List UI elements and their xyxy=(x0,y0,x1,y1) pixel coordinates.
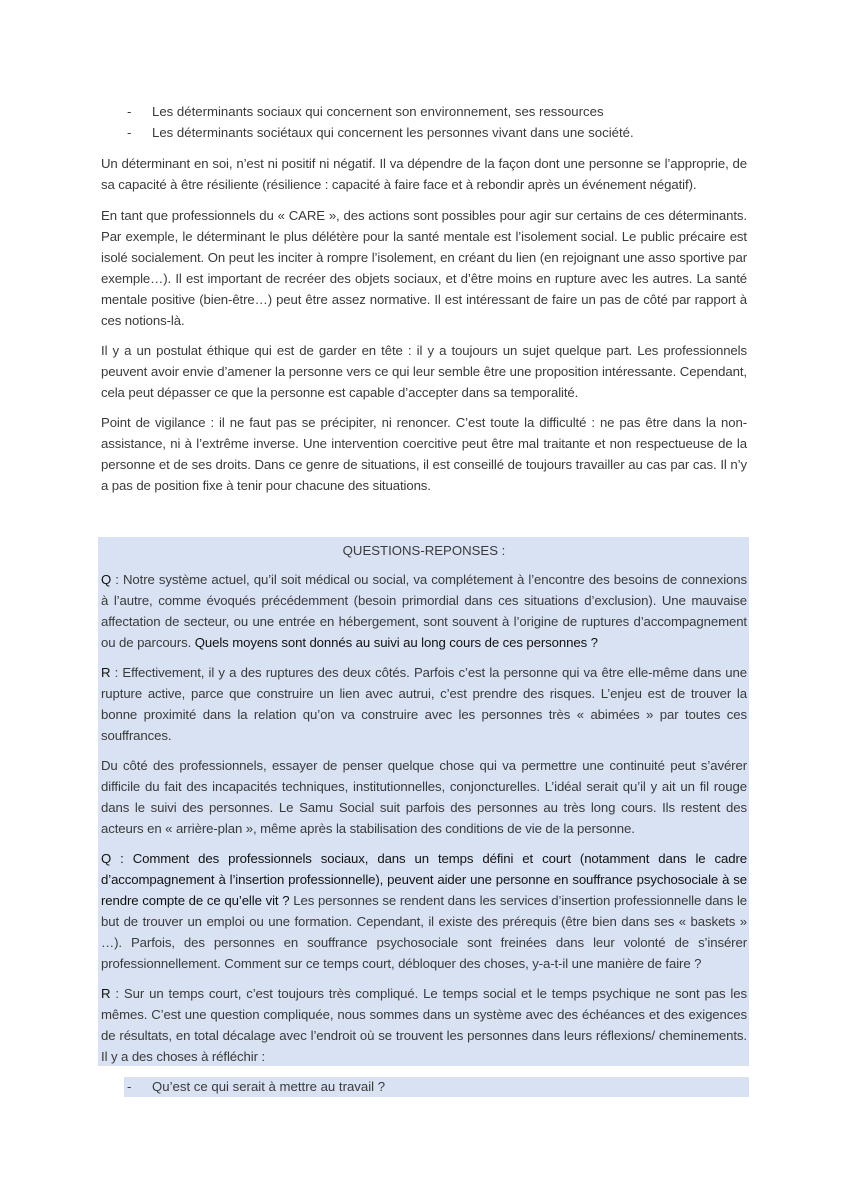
list-item-text: Les déterminants sociétaux qui concernent les personnes vivant dans une société. xyxy=(152,124,634,140)
qa-section-title: QUESTIONS-REPONSES : xyxy=(342,543,506,558)
list-item-text: Qu’est ce qui serait à mettre au travail ? xyxy=(152,1079,386,1094)
paragraph-vigilance: Point de vigilance : il ne faut pas se précipiter, ni renoncer. C’est toute la difficulté : ne pas être dans la non-assistance, ni à l’extrême inverse. Une intervention coercitive peut être mal traitante et non respectueuse de la personne et de ses droits. Dans ce genre de situations, il est conseillé de toujours travailler au cas par cas. Il n’y a pas de position fixe à tenir pour chacune des situations. xyxy=(101,415,747,493)
response-label: R xyxy=(101,986,111,1001)
question-1 xyxy=(101,569,747,653)
response-2 xyxy=(101,983,747,1067)
question-2 xyxy=(101,848,747,974)
response-1-continued: Du côté des professionnels, essayer de penser quelque chose qui va permettre une continuité peut s’avérer difficile du fait des incapacités techniques, institutionnelles, conjoncturelles. L’idéal serait qu’il y ait un fil rouge dans le suivi des personnes. Le Samu Social suit parfois des personnes au très long cours. Ils restent des acteurs en « arrière-plan », même après la stabilisation des conditions de vie de la personne. xyxy=(101,758,747,836)
question-label: Q xyxy=(101,572,112,587)
list-item-text: Les déterminants sociaux qui concernent son environnement, ses ressources xyxy=(152,104,604,119)
paragraph-determinant: Un déterminant en soi, n’est ni positif ni négatif. Il va dépendre de la façon dont une personne se l’approprie, de sa capacité à être résiliente (résilience : capacité à faire face et à rebondir après un événement négatif). xyxy=(101,156,747,192)
paragraph-care: En tant que professionnels du « CARE », des actions sont possibles pour agir sur certains de ces déterminants. Par exemple, le déterminant le plus délétère pour la santé mentale est l’isolement social. Le public précaire est isolé socialement. On peut les inciter à rompre l’isolement, en créant du lien (en rejoignant une asso sportive par exemple…). Il est important de recréer des objets sociaux, et d’être moins en rupture avec les autres. La santé mentale positive (bien-être…) peut être assez normative. Il est intéressant de faire un pas de côté par rapport à ces notions-là. xyxy=(101,208,747,328)
response-text: : Effectivement, il y a des ruptures des deux côtés. Parfois c’est la personne qui va être elle-même dans une rupture active, parce que construire un lien avec autrui, c’est prendre des risques. L’enjeu est de trouver la bonne proximité dans la relation qu’on va construire avec les personnes très « abimées » par toutes ces souffrances. xyxy=(101,665,747,743)
response-label: R xyxy=(101,665,111,680)
bullet-dash: - xyxy=(127,124,132,140)
bullet-dash: - xyxy=(127,104,132,119)
response-1 xyxy=(101,662,747,746)
list-item xyxy=(127,102,747,123)
question-context: : Notre système actuel, qu’il soit médical ou social, va complétement à l’encontre des besoins de connexions à l’autre, comme évoqués précédemment (besoin primordial dans ces situations d’exclusion). Une mauvaise affectation de secteur, ou une entrée en hébergement, sont souvent à l’origine de ruptures d’accompagnement ou de parcours. xyxy=(101,572,747,650)
question-label: Q xyxy=(101,851,112,866)
question-context: Les personnes se rendent dans les services d’insertion professionnelle dans le but de trouver un emploi ou une formation. Cependant, il existe des prérequis (être bien dans ses « baskets » …). Parfois, des personnes en souffrance psychosociale sont freinées dans leur volonté de s’insérer professionnellement. Comment sur ce temps court, débloquer des choses, y-a-t-il une manière de faire ? xyxy=(101,893,748,971)
paragraph-ethics: Il y a un postulat éthique qui est de garder en tête : il y a toujours un sujet quelque part. Les professionnels peuvent avoir envie d’amener la personne vers ce qui leur semble être une proposition intéressante. Cependant, cela peut dépasser ce que la personne est capable d’accepter dans sa temporalité. xyxy=(101,343,747,400)
list-item xyxy=(127,123,747,144)
list-item xyxy=(127,1077,385,1097)
bullet-dash: - xyxy=(127,1079,132,1094)
question-text: : Comment des professionnels sociaux, dans un temps défini et court (notamment dans le cadre d’accompagnement à l’insertion professionnelle), peuvent aider une personne en souffrance psychosociale à se rendre compte de ce qu’elle vit ? xyxy=(101,851,747,908)
response-text: : Sur un temps court, c’est toujours très compliqué. Le temps social et le temps psychique ne sont pas les mêmes. C’est une question compliquée, nous sommes dans un système avec des échéances et des exigences de résultats, en total décalage avec l’endroit où se trouvent les personnes dans leurs réflexions/ cheminements. Il y a des choses à réfléchir : xyxy=(101,986,747,1064)
determinants-list xyxy=(127,102,747,143)
question-text: Quels moyens sont donnés au suivi au long cours de ces personnes ? xyxy=(194,635,598,650)
